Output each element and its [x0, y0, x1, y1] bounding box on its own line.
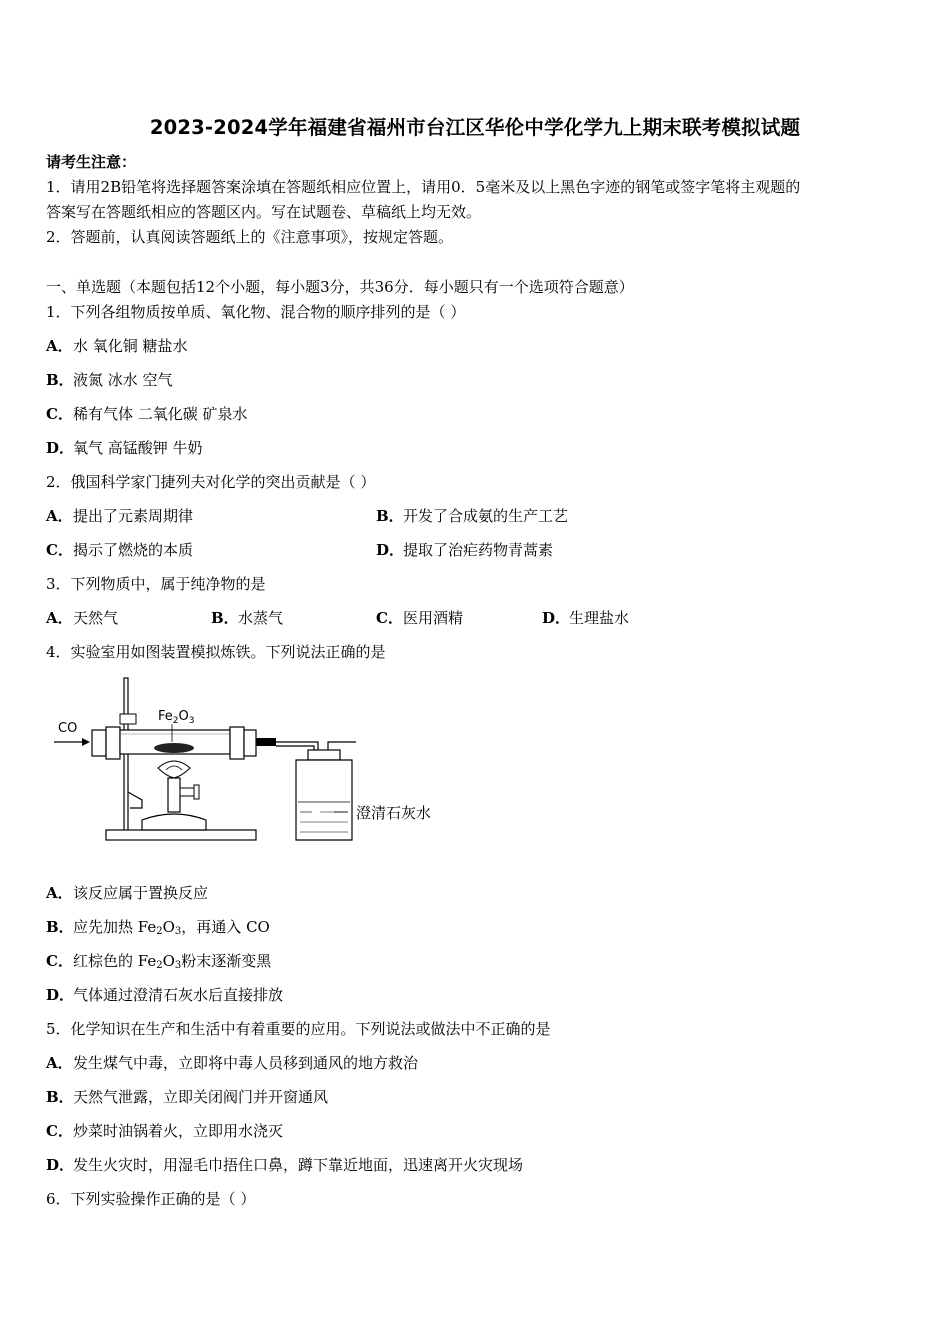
burner-tube	[168, 778, 180, 812]
q5-option-c	[46, 1121, 283, 1141]
q5-option-a	[46, 1053, 418, 1073]
q4-stem: 4．实验室用如图装置模拟炼铁。下列说法正确的是	[46, 643, 386, 661]
q1-option-d	[46, 438, 203, 458]
option-text: 炒菜时油锅着火，立即用水浇灭	[73, 1122, 284, 1140]
q2-stem: 2．俄国科学家门捷列夫对化学的突出贡献是（ ）	[46, 473, 376, 491]
q5-option-b	[46, 1087, 328, 1107]
q3-stem: 3．下列物质中，属于纯净物的是	[46, 575, 266, 593]
fe2o3-powder	[154, 743, 194, 753]
option-text: 揭示了燃烧的本质	[73, 541, 194, 559]
co-arrow-head-icon	[82, 738, 90, 746]
gas-washing-bottle	[296, 760, 352, 840]
burner-base	[142, 814, 206, 830]
option-label: B．	[46, 371, 74, 389]
notice-heading: 请考生注意：	[46, 153, 137, 171]
option-label: C．	[376, 609, 403, 627]
q2-option-b	[376, 506, 568, 526]
option-text: 应先加热 $Fe_2O_3$，再通入 CO	[73, 918, 270, 937]
outlet-tube	[328, 742, 356, 750]
q2-option-d	[376, 540, 553, 560]
option-text: 发生煤气中毒，立即将中毒人员移到通风的地方救治	[73, 1054, 419, 1072]
option-text: 气体通过澄清石灰水后直接排放	[73, 986, 284, 1004]
stand-rod	[124, 678, 128, 832]
co-label: CO	[58, 721, 78, 736]
option-label: D．	[376, 541, 405, 559]
limewater-label: 澄清石灰水	[356, 804, 432, 822]
option-text: 医用酒精	[403, 609, 464, 627]
fe2o3-label: $Fe_2O_3$	[158, 709, 195, 726]
q1-option-a	[46, 336, 188, 356]
option-label: D．	[46, 1156, 75, 1174]
burner-valve	[180, 788, 194, 796]
q2-option-a	[46, 506, 193, 526]
option-label: D．	[542, 609, 571, 627]
option-label: B．	[211, 609, 239, 627]
q5-stem: 5．化学知识在生产和生活中有着重要的应用。下列说法或做法中不正确的是	[46, 1020, 551, 1038]
q6-stem: 6．下列实验操作正确的是（ ）	[46, 1190, 256, 1208]
option-text: 红棕色的 $Fe_2O_3$粉末逐渐变黑	[73, 952, 272, 971]
rubber-tube	[256, 738, 276, 746]
option-label: D．	[46, 439, 75, 457]
clamp	[120, 714, 136, 724]
option-label: B．	[46, 918, 74, 936]
option-text: 水 氧化铜 糖盐水	[73, 337, 188, 355]
option-label: D．	[46, 986, 75, 1004]
option-label: C．	[46, 541, 73, 559]
option-label: C．	[46, 1122, 73, 1140]
stopper-right-outer	[244, 730, 256, 756]
stopper-left-inner	[106, 727, 120, 759]
notice-line-1b: 答案写在答题纸相应的答题区内。写在试题卷、草稿纸上均无效。	[46, 203, 482, 221]
stopper-left	[92, 730, 106, 756]
option-label: A．	[46, 337, 73, 355]
notice-line-2: 2．答题前，认真阅读答题纸上的《注意事项》，按规定答题。	[46, 228, 454, 246]
option-text: 水蒸气	[238, 609, 284, 627]
stand-base	[106, 830, 256, 840]
option-label: A．	[46, 507, 73, 525]
option-text: 天然气	[73, 609, 119, 627]
stopper-right	[230, 727, 244, 759]
q4-option-a	[46, 883, 208, 903]
q1-option-c	[46, 404, 248, 424]
option-text: 开发了合成氨的生产工艺	[403, 507, 569, 525]
option-label: A．	[46, 884, 73, 902]
option-text: 氧气 高锰酸钾 牛奶	[73, 439, 203, 457]
q3-option-a	[46, 608, 118, 628]
option-text: 提取了治疟药物青蒿素	[403, 541, 554, 559]
bottle-stopper	[308, 750, 340, 760]
option-text: 提出了元素周期律	[73, 507, 194, 525]
page-title: 2023-2024学年福建省福州市台江区华伦中学化学九上期末联考模拟试题	[149, 116, 801, 139]
q2-option-c	[46, 540, 193, 560]
q1-stem: 1．下列各组物质按单质、氧化物、混合物的顺序排列的是（ ）	[46, 303, 466, 321]
q4-option-c	[46, 951, 271, 971]
ring-support	[128, 792, 142, 808]
option-text: 发生火灾时，用湿毛巾捂住口鼻，蹲下靠近地面，迅速离开火灾现场	[73, 1156, 524, 1174]
option-label: C．	[46, 952, 73, 970]
q1-option-b	[46, 370, 173, 390]
option-label: B．	[376, 507, 404, 525]
option-text: 稀有气体 二氧化碳 矿泉水	[73, 405, 248, 423]
option-text: 天然气泄露，立即关闭阀门并开窗通风	[73, 1088, 329, 1106]
section-heading: 一、单选题（本题包括12个小题，每小题3分，共36分．每小题只有一个选项符合题意）	[46, 278, 634, 296]
iron-smelting-apparatus-figure	[46, 672, 466, 852]
q5-option-d	[46, 1155, 523, 1175]
option-label: C．	[46, 405, 73, 423]
q3-option-c	[376, 608, 463, 628]
q3-option-d	[542, 608, 629, 628]
option-label: A．	[46, 1054, 73, 1072]
flame-icon	[158, 761, 190, 778]
option-text: 该反应属于置换反应	[73, 884, 209, 902]
option-label: A．	[46, 609, 73, 627]
q3-option-b	[211, 608, 283, 628]
option-text: 液氮 冰水 空气	[73, 371, 173, 389]
q4-option-b	[46, 917, 270, 937]
q4-option-d	[46, 985, 283, 1005]
option-text: 生理盐水	[569, 609, 630, 627]
option-label: B．	[46, 1088, 74, 1106]
notice-line-1a: 1．请用2B铅笔将选择题答案涂填在答题纸相应位置上，请用0．5毫米及以上黑色字迹的钢笔或签字笔将主观题的	[46, 178, 801, 196]
burner-knob	[194, 785, 199, 799]
